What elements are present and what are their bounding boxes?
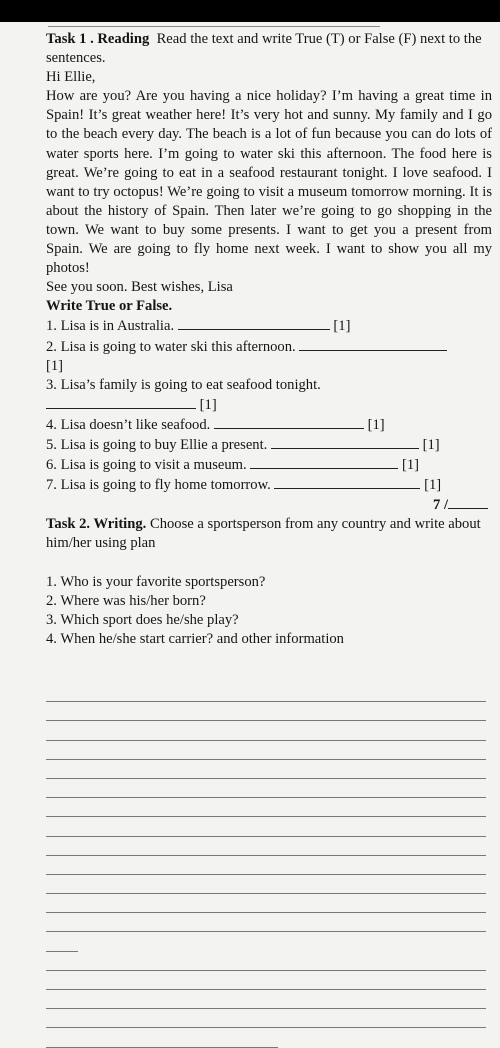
writing-line[interactable] — [46, 760, 486, 779]
task2-title: Task 2. Writing. — [46, 516, 147, 533]
score-total: 7 / — [46, 495, 492, 515]
writing-line[interactable] — [46, 721, 486, 740]
letter-greeting: Hi Ellie, — [46, 69, 96, 86]
top-bar — [0, 0, 500, 22]
writing-line[interactable] — [46, 817, 486, 836]
answer-blank-1[interactable] — [178, 316, 330, 330]
plan-item-3: 3. Which sport does he/she play? — [46, 611, 239, 628]
top-rule — [48, 26, 380, 27]
writing-line[interactable] — [46, 952, 486, 971]
answer-blank-7[interactable] — [274, 475, 420, 489]
writing-line[interactable] — [46, 894, 486, 913]
answer-blank-6[interactable] — [250, 455, 398, 469]
score-blank[interactable] — [448, 495, 488, 509]
writing-line[interactable] — [46, 932, 78, 951]
writing-line[interactable] — [46, 798, 486, 817]
writing-line[interactable] — [46, 875, 486, 894]
writing-line[interactable] — [46, 856, 486, 875]
question-2: 2. Lisa is going to water ski this afternoon. — [46, 337, 492, 357]
question-1: 1. Lisa is in Australia. [1] — [46, 318, 351, 335]
question-5: 5. Lisa is going to buy Ellie a present. [1] — [46, 436, 440, 453]
letter-closing: See you soon. Best wishes, Lisa — [46, 279, 233, 296]
question-7: 7. Lisa is going to fly home tomorrow. [1] — [46, 477, 442, 494]
answer-blank-2[interactable] — [299, 337, 447, 351]
task2-heading — [46, 515, 492, 553]
task1-heading — [46, 30, 492, 68]
mark-2: [1] — [46, 357, 64, 374]
answer-blank-5[interactable] — [271, 435, 419, 449]
writing-line[interactable] — [46, 702, 486, 721]
plan-item-1: 1. Who is your favorite sportsperson? — [46, 573, 266, 590]
task1-instruction: Read the text and write True (T) or False (F) next to the sentences. — [46, 31, 482, 67]
worksheet — [46, 30, 492, 649]
question-4: 4. Lisa doesn’t like seafood. [1] — [46, 416, 385, 433]
plan-item-4: 4. When he/she start carrier? and other information — [46, 630, 344, 647]
task2-instruction: Choose a sportsperson from any country and write about him/her using plan — [46, 516, 481, 552]
writing-line[interactable] — [46, 683, 486, 702]
writing-line[interactable] — [46, 1028, 278, 1047]
writing-line[interactable] — [46, 1009, 486, 1028]
letter-body: How are you? Are you having a nice holiday? I’m having a great time in Spain! It’s great weather here! It’s very hot and sunny. My family and I go to the beach every day. The beach is a lot of fun because you can do lots of water sports here. I’m going to water ski this afternoon. The food here is great. We’re going to eat in a seafood restaurant tonight. I love seafood. I want to try octopus! We’re going to visit a museum tomorrow morning. It is about the history of Spain. Then later we’re going to go shopping in the town. We want to buy some presents. I want to get you a present from Spain. We are going to fly home next week. I want to show you all my photos! — [46, 88, 492, 277]
writing-line[interactable] — [46, 971, 486, 990]
writing-line[interactable] — [46, 837, 486, 856]
writing-line[interactable] — [46, 741, 486, 760]
writing-line[interactable] — [46, 779, 486, 798]
writing-line[interactable] — [46, 913, 486, 932]
question-6: 6. Lisa is going to visit a museum. [1] — [46, 457, 420, 474]
writing-line[interactable] — [46, 990, 486, 1009]
question-3-answer: [1] — [46, 395, 492, 415]
questions-title: Write True or False. — [46, 298, 173, 315]
writing-lines — [46, 683, 486, 1048]
question-3: 3. Lisa’s family is going to eat seafood tonight. — [46, 376, 321, 393]
task1-title: Task 1 . Reading — [46, 31, 150, 47]
answer-blank-3[interactable] — [46, 395, 196, 409]
plan-item-2: 2. Where was his/her born? — [46, 592, 206, 609]
answer-blank-4[interactable] — [214, 415, 364, 429]
